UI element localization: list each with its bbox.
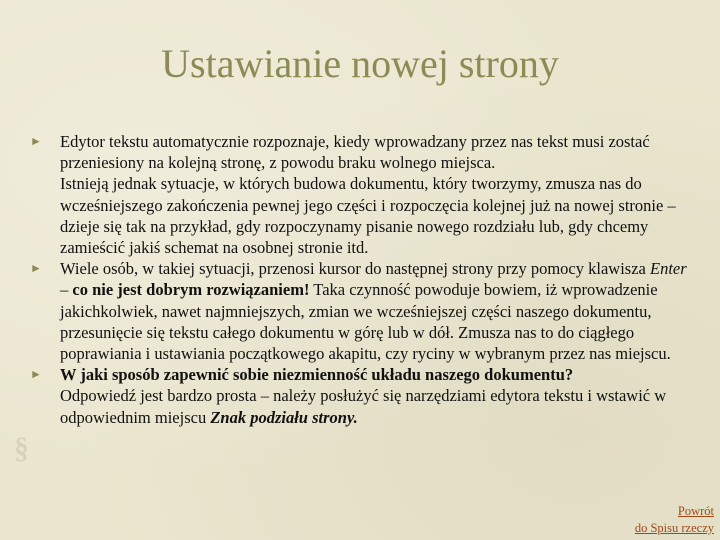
paragraph-text: Wiele osób, w takiej sytuacji, przenosi kursor do następnej strony przy pomocy klawisza [60, 259, 650, 279]
page-break-term: Znak podziału strony. [210, 407, 358, 427]
warning-text: co nie jest dobrym rozwiązaniem! [72, 280, 310, 300]
slide-title: Ustawianie nowej strony [161, 41, 559, 86]
paragraph-text: Edytor tekstu automatycznie rozpoznaje, kiedy wprowadzany przez nas tekst musi zostać przeniesiony na kolejną stronę, z powodu braku wolnego miejsca. [60, 132, 650, 173]
watermark-glyph: § [14, 432, 29, 465]
paragraph-auto-break [30, 131, 694, 173]
paragraph-text: Odpowiedź jest bardzo prosta – należy posłużyć się narzędziami edytora tekstu i wstawić w odpowiednim miejscu [60, 386, 667, 427]
paragraph-text: Taka czynność powoduje bowiem, iż wprowadzenie jakichkolwiek, nawet najmniejszych, zmian we wcześniejszej części naszego dokumentu, przesunięcie się tekstu całego dokumentu w górę lub w dół. Zmusza nas to do ciągłego poprawiania i ustawiania początkowego akapitu, czy ryciny w wybranym przez nas miejscu. [60, 280, 671, 364]
enter-key-term: Enter [649, 259, 687, 279]
paragraph-answer [30, 385, 694, 427]
bullet-arrow-icon: ► [30, 134, 42, 148]
back-to-contents-link[interactable] [635, 503, 714, 537]
paragraph-text: Istnieją jednak sytuacje, w których budowa dokumentu, który tworzymy, zmusza nas do wcześniejszego zakończenia pewnej jego części i rozpoczęcia kolejnej już na nowej stronie – dzieje się tak na przykład, gdy rozpoczynamy pisanie nowego rozdziału lub, gdy chcemy zamieścić jakiś schemat na osobnej stronie itd. [60, 174, 676, 258]
bullet-arrow-icon: ► [30, 367, 42, 382]
paragraph-question [30, 364, 694, 385]
paragraph-text: – [60, 280, 73, 300]
paragraph-situations [30, 173, 694, 258]
back-link-line2[interactable]: do Spisu rzeczy [634, 521, 714, 535]
paragraph-enter-key [30, 258, 694, 364]
question-text: W jaki sposób zapewnić sobie niezmienność układu naszego dokumentu? [60, 365, 574, 385]
bullet-arrow-icon: ► [30, 261, 42, 276]
back-link-line1[interactable]: Powrót [677, 504, 714, 518]
slide-content [30, 131, 694, 428]
